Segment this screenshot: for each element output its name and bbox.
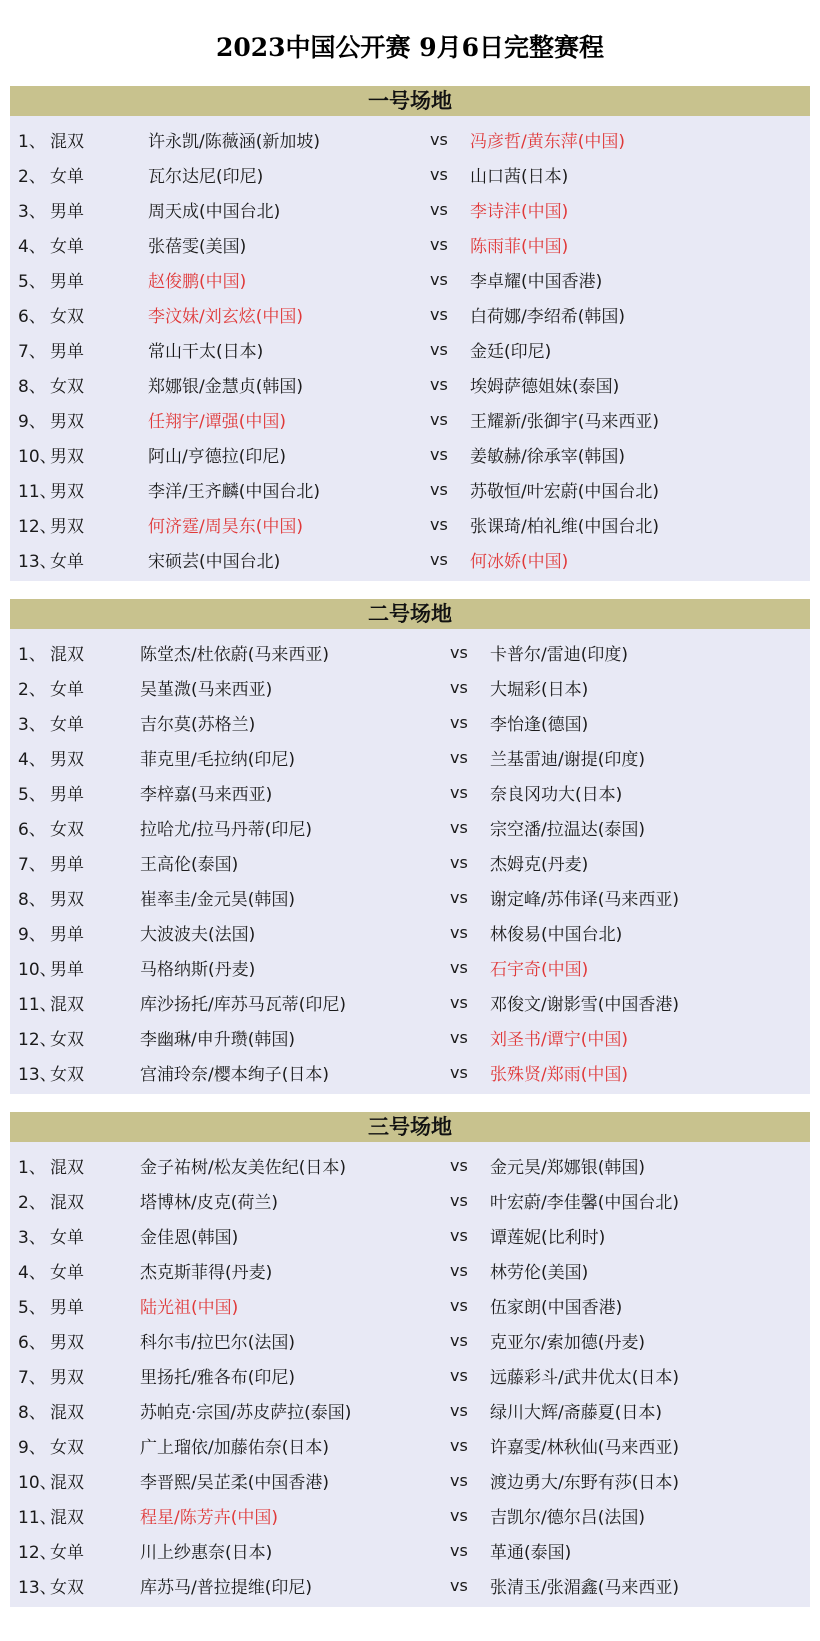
player-1: 宫浦玲奈/樱本绚子(日本) bbox=[140, 1065, 329, 1085]
player-1: 金佳恩(韩国) bbox=[140, 1228, 239, 1248]
player-1: 李洋/王齐麟(中国台北) bbox=[148, 482, 320, 502]
vs-label: vs bbox=[430, 235, 448, 254]
vs-label: vs bbox=[450, 1028, 468, 1047]
match-number: 8、 bbox=[18, 1403, 46, 1423]
player-1: 苏帕克·宗国/苏皮萨拉(泰国) bbox=[140, 1403, 352, 1423]
vs-label: vs bbox=[430, 165, 448, 184]
match-row bbox=[10, 1496, 810, 1531]
match-event: 男双 bbox=[50, 750, 84, 770]
player-1: 拉哈尤/拉马丹蒂(印尼) bbox=[140, 820, 312, 840]
match-number: 10、 bbox=[18, 1473, 57, 1493]
match-number: 2、 bbox=[18, 680, 46, 700]
vs-label: vs bbox=[450, 748, 468, 767]
player-1: 任翔宇/谭强(中国) bbox=[148, 412, 286, 432]
match-number: 7、 bbox=[18, 342, 46, 362]
player-2: 刘圣书/谭宁(中国) bbox=[490, 1030, 628, 1050]
match-event: 女双 bbox=[50, 377, 84, 397]
match-number: 5、 bbox=[18, 1298, 46, 1318]
match-number: 1、 bbox=[18, 1158, 46, 1178]
match-row bbox=[10, 225, 810, 260]
court-header: 三号场地 bbox=[10, 1112, 810, 1142]
player-2: 陈雨菲(中国) bbox=[470, 237, 569, 257]
vs-label: vs bbox=[450, 1436, 468, 1455]
player-1: 科尔韦/拉巴尔(法国) bbox=[140, 1333, 295, 1353]
match-row bbox=[10, 1461, 810, 1496]
match-number: 9、 bbox=[18, 925, 46, 945]
match-event: 女双 bbox=[50, 1438, 84, 1458]
match-event: 男单 bbox=[50, 855, 84, 875]
match-row bbox=[10, 330, 810, 365]
player-2: 叶宏蔚/李佳馨(中国台北) bbox=[490, 1193, 679, 1213]
match-row bbox=[10, 400, 810, 435]
match-event: 男双 bbox=[50, 412, 84, 432]
player-1: 常山干太(日本) bbox=[148, 342, 264, 362]
match-event: 女单 bbox=[50, 1228, 84, 1248]
vs-label: vs bbox=[430, 515, 448, 534]
match-number: 1、 bbox=[18, 645, 46, 665]
match-number: 6、 bbox=[18, 1333, 46, 1353]
match-event: 女双 bbox=[50, 820, 84, 840]
match-event: 男双 bbox=[50, 1333, 84, 1353]
player-2: 克亚尔/索加德(丹麦) bbox=[490, 1333, 645, 1353]
player-2: 何冰娇(中国) bbox=[470, 552, 569, 572]
vs-label: vs bbox=[450, 853, 468, 872]
vs-label: vs bbox=[430, 130, 448, 149]
player-2: 金廷(印尼) bbox=[470, 342, 552, 362]
match-number: 12、 bbox=[18, 1030, 57, 1050]
player-1: 广上瑠依/加藤佑奈(日本) bbox=[140, 1438, 329, 1458]
match-event: 女单 bbox=[50, 167, 84, 187]
court-header: 一号场地 bbox=[10, 86, 810, 116]
match-number: 2、 bbox=[18, 167, 46, 187]
player-1: 李幽琳/申升瓒(韩国) bbox=[140, 1030, 295, 1050]
match-event: 女单 bbox=[50, 680, 84, 700]
player-1: 李梓嘉(马来西亚) bbox=[140, 785, 273, 805]
match-row bbox=[10, 808, 810, 843]
match-number: 9、 bbox=[18, 412, 46, 432]
match-number: 6、 bbox=[18, 307, 46, 327]
match-event: 混双 bbox=[50, 995, 84, 1015]
player-2: 苏敬恒/叶宏蔚(中国台北) bbox=[470, 482, 659, 502]
match-number: 12、 bbox=[18, 1543, 57, 1563]
player-2: 宗空潘/拉温达(泰国) bbox=[490, 820, 645, 840]
match-row bbox=[10, 1426, 810, 1461]
vs-label: vs bbox=[430, 305, 448, 324]
match-row bbox=[10, 948, 810, 983]
match-event: 混双 bbox=[50, 1508, 84, 1528]
vs-label: vs bbox=[450, 1366, 468, 1385]
vs-label: vs bbox=[450, 713, 468, 732]
vs-label: vs bbox=[450, 1063, 468, 1082]
match-number: 4、 bbox=[18, 237, 46, 257]
player-1: 王高伦(泰国) bbox=[140, 855, 239, 875]
player-1: 塔博林/皮克(荷兰) bbox=[140, 1193, 278, 1213]
vs-label: vs bbox=[450, 1156, 468, 1175]
match-event: 女双 bbox=[50, 1030, 84, 1050]
match-row bbox=[10, 1356, 810, 1391]
match-number: 11、 bbox=[18, 482, 57, 502]
player-1: 许永凯/陈薇涵(新加坡) bbox=[148, 132, 320, 152]
player-1: 周天成(中国台北) bbox=[148, 202, 281, 222]
player-1: 宋硕芸(中国台北) bbox=[148, 552, 281, 572]
player-2: 埃姆萨德姐妹(泰国) bbox=[470, 377, 620, 397]
player-2: 谢定峰/苏伟译(马来西亚) bbox=[490, 890, 679, 910]
match-row bbox=[10, 1018, 810, 1053]
player-1: 陆光祖(中国) bbox=[140, 1298, 239, 1318]
player-1: 崔率圭/金元昊(韩国) bbox=[140, 890, 295, 910]
match-row bbox=[10, 470, 810, 505]
match-event: 男双 bbox=[50, 517, 84, 537]
match-row bbox=[10, 1286, 810, 1321]
player-1: 瓦尔达尼(印尼) bbox=[148, 167, 264, 187]
vs-label: vs bbox=[450, 643, 468, 662]
match-event: 男单 bbox=[50, 342, 84, 362]
vs-label: vs bbox=[450, 1191, 468, 1210]
match-number: 6、 bbox=[18, 820, 46, 840]
page-title: 2023中国公开赛 9月6日完整赛程 bbox=[215, 33, 605, 62]
vs-label: vs bbox=[450, 1261, 468, 1280]
match-number: 4、 bbox=[18, 1263, 46, 1283]
match-event: 男单 bbox=[50, 785, 84, 805]
match-row bbox=[10, 843, 810, 878]
match-event: 女双 bbox=[50, 307, 84, 327]
vs-label: vs bbox=[430, 200, 448, 219]
court-section bbox=[10, 1112, 810, 1607]
match-row bbox=[10, 913, 810, 948]
match-row bbox=[10, 1146, 810, 1181]
match-event: 混双 bbox=[50, 1158, 84, 1178]
vs-label: vs bbox=[450, 1226, 468, 1245]
match-number: 3、 bbox=[18, 715, 46, 735]
match-number: 10、 bbox=[18, 960, 57, 980]
match-row bbox=[10, 540, 810, 575]
vs-label: vs bbox=[450, 1506, 468, 1525]
match-row bbox=[10, 120, 810, 155]
match-number: 9、 bbox=[18, 1438, 46, 1458]
vs-label: vs bbox=[430, 410, 448, 429]
match-number: 5、 bbox=[18, 785, 46, 805]
player-2: 冯彦哲/黄东萍(中国) bbox=[470, 132, 625, 152]
match-row bbox=[10, 190, 810, 225]
player-1: 里扬托/雅各布(印尼) bbox=[140, 1368, 295, 1388]
match-row bbox=[10, 878, 810, 913]
match-row bbox=[10, 155, 810, 190]
court-header: 二号场地 bbox=[10, 599, 810, 629]
match-row bbox=[10, 633, 810, 668]
match-number: 13、 bbox=[18, 1578, 57, 1598]
match-event: 混双 bbox=[50, 132, 84, 152]
player-2: 伍家朗(中国香港) bbox=[490, 1298, 623, 1318]
vs-label: vs bbox=[430, 270, 448, 289]
player-1: 菲克里/毛拉纳(印尼) bbox=[140, 750, 295, 770]
vs-label: vs bbox=[450, 1576, 468, 1595]
match-row bbox=[10, 295, 810, 330]
player-1: 金子祐树/松友美佐纪(日本) bbox=[140, 1158, 346, 1178]
vs-label: vs bbox=[430, 480, 448, 499]
match-row bbox=[10, 1391, 810, 1426]
player-2: 金元昊/郑娜银(韩国) bbox=[490, 1158, 645, 1178]
match-row bbox=[10, 1053, 810, 1088]
player-2: 杰姆克(丹麦) bbox=[490, 855, 589, 875]
match-number: 5、 bbox=[18, 272, 46, 292]
match-event: 男双 bbox=[50, 890, 84, 910]
match-number: 10、 bbox=[18, 447, 57, 467]
player-2: 李诗沣(中国) bbox=[470, 202, 569, 222]
match-event: 混双 bbox=[50, 1193, 84, 1213]
match-row bbox=[10, 1181, 810, 1216]
match-row bbox=[10, 738, 810, 773]
match-list bbox=[10, 116, 810, 581]
player-1: 库沙扬托/库苏马瓦蒂(印尼) bbox=[140, 995, 346, 1015]
court-section bbox=[10, 599, 810, 1094]
match-event: 男双 bbox=[50, 447, 84, 467]
match-number: 12、 bbox=[18, 517, 57, 537]
player-1: 大波波夫(法国) bbox=[140, 925, 256, 945]
match-number: 3、 bbox=[18, 1228, 46, 1248]
player-1: 库苏马/普拉提维(印尼) bbox=[140, 1578, 312, 1598]
vs-label: vs bbox=[430, 340, 448, 359]
match-number: 7、 bbox=[18, 1368, 46, 1388]
match-event: 女单 bbox=[50, 715, 84, 735]
match-number: 4、 bbox=[18, 750, 46, 770]
player-1: 何济霆/周昊东(中国) bbox=[148, 517, 303, 537]
match-number: 8、 bbox=[18, 890, 46, 910]
match-event: 女单 bbox=[50, 1543, 84, 1563]
vs-label: vs bbox=[450, 1331, 468, 1350]
match-row bbox=[10, 1321, 810, 1356]
player-1: 张蓓雯(美国) bbox=[148, 237, 247, 257]
match-event: 男双 bbox=[50, 1368, 84, 1388]
match-event: 女单 bbox=[50, 237, 84, 257]
match-row bbox=[10, 703, 810, 738]
match-row bbox=[10, 1216, 810, 1251]
vs-label: vs bbox=[450, 958, 468, 977]
match-number: 7、 bbox=[18, 855, 46, 875]
player-1: 李汶妹/刘玄炫(中国) bbox=[148, 307, 303, 327]
player-1: 马格纳斯(丹麦) bbox=[140, 960, 256, 980]
player-2: 张殊贤/郑雨(中国) bbox=[490, 1065, 628, 1085]
vs-label: vs bbox=[450, 888, 468, 907]
player-2: 王耀新/张御宇(马来西亚) bbox=[470, 412, 659, 432]
vs-label: vs bbox=[450, 1296, 468, 1315]
match-event: 女双 bbox=[50, 1578, 84, 1598]
player-1: 吴堇溦(马来西亚) bbox=[140, 680, 273, 700]
match-row bbox=[10, 773, 810, 808]
player-2: 奈良冈功大(日本) bbox=[490, 785, 623, 805]
match-row bbox=[10, 983, 810, 1018]
player-2: 革通(泰国) bbox=[490, 1543, 572, 1563]
player-2: 张课琦/柏礼维(中国台北) bbox=[470, 517, 659, 537]
vs-label: vs bbox=[430, 375, 448, 394]
match-event: 男单 bbox=[50, 1298, 84, 1318]
match-number: 11、 bbox=[18, 1508, 57, 1528]
player-1: 郑娜银/金慧贞(韩国) bbox=[148, 377, 303, 397]
player-2: 姜敏赫/徐承宰(韩国) bbox=[470, 447, 625, 467]
player-1: 杰克斯菲得(丹麦) bbox=[140, 1263, 273, 1283]
player-1: 李晋熙/吴芷柔(中国香港) bbox=[140, 1473, 329, 1493]
vs-label: vs bbox=[450, 783, 468, 802]
player-1: 阿山/亨德拉(印尼) bbox=[148, 447, 286, 467]
match-row bbox=[10, 1251, 810, 1286]
match-event: 混双 bbox=[50, 1473, 84, 1493]
court-section bbox=[10, 86, 810, 581]
match-row bbox=[10, 505, 810, 540]
match-number: 2、 bbox=[18, 1193, 46, 1213]
player-1: 陈堂杰/杜依蔚(马来西亚) bbox=[140, 645, 329, 665]
player-1: 川上纱惠奈(日本) bbox=[140, 1543, 273, 1563]
player-2: 林俊易(中国台北) bbox=[490, 925, 623, 945]
match-event: 混双 bbox=[50, 645, 84, 665]
match-number: 3、 bbox=[18, 202, 46, 222]
match-event: 女双 bbox=[50, 1065, 84, 1085]
vs-label: vs bbox=[450, 993, 468, 1012]
vs-label: vs bbox=[430, 445, 448, 464]
match-list bbox=[10, 629, 810, 1094]
match-event: 混双 bbox=[50, 1403, 84, 1423]
player-2: 李怡逢(德国) bbox=[490, 715, 589, 735]
player-1: 程星/陈芳卉(中国) bbox=[140, 1508, 278, 1528]
player-2: 远藤彩斗/武井优太(日本) bbox=[490, 1368, 679, 1388]
player-2: 张清玉/张湄鑫(马来西亚) bbox=[490, 1578, 679, 1598]
match-number: 8、 bbox=[18, 377, 46, 397]
match-event: 男单 bbox=[50, 202, 84, 222]
vs-label: vs bbox=[450, 1401, 468, 1420]
vs-label: vs bbox=[450, 923, 468, 942]
vs-label: vs bbox=[430, 550, 448, 569]
match-row bbox=[10, 1531, 810, 1566]
player-2: 大堀彩(日本) bbox=[490, 680, 589, 700]
player-2: 许嘉雯/林秋仙(马来西亚) bbox=[490, 1438, 679, 1458]
match-number: 13、 bbox=[18, 1065, 57, 1085]
match-row bbox=[10, 365, 810, 400]
match-number: 11、 bbox=[18, 995, 57, 1015]
match-row bbox=[10, 1566, 810, 1601]
player-2: 邓俊文/谢影雪(中国香港) bbox=[490, 995, 679, 1015]
player-2: 绿川大辉/斋藤夏(日本) bbox=[490, 1403, 662, 1423]
player-2: 兰基雷迪/谢提(印度) bbox=[490, 750, 645, 770]
vs-label: vs bbox=[450, 678, 468, 697]
match-event: 女单 bbox=[50, 1263, 84, 1283]
player-2: 山口茜(日本) bbox=[470, 167, 569, 187]
player-2: 谭莲妮(比利时) bbox=[490, 1228, 606, 1248]
player-2: 白荷娜/李绍希(韩国) bbox=[470, 307, 625, 327]
player-1: 赵俊鹏(中国) bbox=[148, 272, 247, 292]
player-2: 李卓耀(中国香港) bbox=[470, 272, 603, 292]
match-event: 男单 bbox=[50, 960, 84, 980]
player-2: 渡边勇大/东野有莎(日本) bbox=[490, 1473, 679, 1493]
player-2: 石宇奇(中国) bbox=[490, 960, 589, 980]
match-number: 13、 bbox=[18, 552, 57, 572]
player-2: 卡普尔/雷迪(印度) bbox=[490, 645, 628, 665]
player-2: 林劳伦(美国) bbox=[490, 1263, 589, 1283]
match-event: 男单 bbox=[50, 272, 84, 292]
vs-label: vs bbox=[450, 1541, 468, 1560]
match-event: 女单 bbox=[50, 552, 84, 572]
match-event: 男单 bbox=[50, 925, 84, 945]
player-2: 吉凯尔/德尔吕(法国) bbox=[490, 1508, 645, 1528]
match-row bbox=[10, 435, 810, 470]
player-1: 吉尔莫(苏格兰) bbox=[140, 715, 256, 735]
match-number: 1、 bbox=[18, 132, 46, 152]
vs-label: vs bbox=[450, 1471, 468, 1490]
match-list bbox=[10, 1142, 810, 1607]
match-row bbox=[10, 260, 810, 295]
match-event: 男双 bbox=[50, 482, 84, 502]
match-row bbox=[10, 668, 810, 703]
vs-label: vs bbox=[450, 818, 468, 837]
